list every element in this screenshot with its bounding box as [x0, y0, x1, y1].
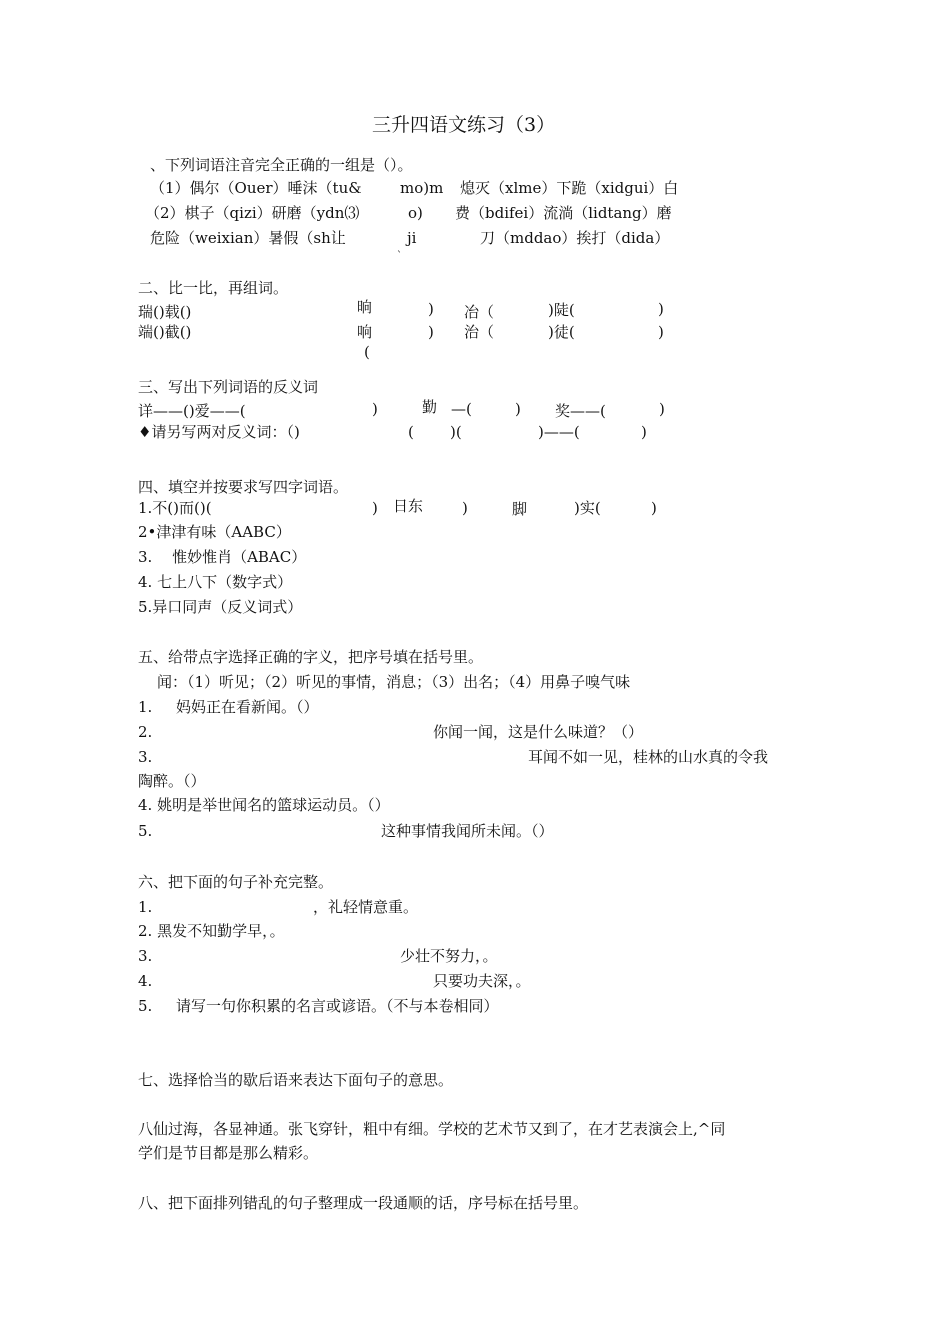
- s2-row2-f: ): [658, 323, 664, 341]
- s2-row1-c: ): [428, 300, 434, 318]
- page-title: 三升四语文练习（3）: [372, 114, 556, 136]
- s5-item5-text: 这种事情我闻所未闻。（）: [381, 822, 554, 840]
- s3-row2-e: ): [641, 423, 647, 441]
- s1-row1-b: mo)m: [400, 179, 444, 197]
- s2-stray-paren: (: [364, 343, 370, 361]
- s5-item3-num: 3.: [138, 748, 153, 766]
- s4-row5: 5.异口同声（反义词式）: [138, 598, 303, 616]
- s6-item3-text: 少壮不努力，。: [400, 947, 498, 965]
- section6-heading: 六、把下面的句子补充完整。: [138, 873, 334, 891]
- section1-heading: 、下列词语注音完全正确的一组是（）。: [150, 156, 413, 174]
- s2-row2-d: 治（: [464, 323, 495, 341]
- section2-heading: 二、比一比，再组词。: [138, 279, 289, 297]
- s4-row3: 3. 惟妙惟肖（ABAC）: [138, 548, 307, 566]
- s1-stray-mark: `: [397, 251, 402, 262]
- s6-item1-num: 1.: [138, 898, 153, 916]
- s3-row2-b: (: [408, 423, 414, 441]
- s5-item3-text: 耳闻不如一见，桂林的山水真的令我: [528, 748, 769, 766]
- s3-row1-g: ): [659, 400, 665, 418]
- section5-heading: 五、给带点字选择正确的字义，把序号填在括号里。: [138, 648, 484, 666]
- s5-item1-text: 妈妈正在看新闻。（）: [176, 698, 319, 716]
- s2-row2-e: )徒(: [548, 323, 575, 341]
- s4-row1-f: )实(: [574, 499, 601, 517]
- s5-item4: 4. 姚明是举世闻名的篮球运动员。（）: [138, 796, 390, 814]
- s5-item2-text: 你闻一闻，这是什么味道？（）: [433, 723, 644, 741]
- s6-item5-text: 请写一句你积累的名言或谚语。（不与本卷相同）: [176, 997, 499, 1015]
- section8-heading: 八、把下面排列错乱的句子整理成一段通顺的话，序号标在括号里。: [138, 1194, 589, 1212]
- section4-heading: 四、填空并按要求写四字词语。: [138, 478, 349, 496]
- s2-row2-c: ): [428, 323, 434, 341]
- s4-row1-g: ): [651, 499, 657, 517]
- s2-row2-a: 端()截(): [138, 323, 192, 341]
- s4-row2: 2•津津有味（AABC）: [138, 523, 291, 541]
- s3-row2-c: )(: [450, 423, 462, 441]
- s3-row1-e: ): [515, 400, 521, 418]
- s2-row2-b: 响: [357, 323, 373, 341]
- s6-item4-text: 只要功夫深，。: [433, 972, 531, 990]
- s3-row1-d: —(: [451, 400, 472, 418]
- s3-row1-f: 奖——(: [555, 402, 606, 420]
- s2-row1-a: 瑞()载(): [138, 303, 192, 321]
- s2-row1-e: )陡(: [548, 301, 575, 319]
- s6-item1-text: ，礼轻情意重。: [313, 898, 419, 916]
- s3-row2-a: ♦请另写两对反义词：（): [138, 423, 300, 441]
- s4-row1-b: ): [372, 499, 378, 517]
- s4-row1-c: 日东: [393, 497, 424, 515]
- s1-row3-b: ji: [407, 229, 417, 247]
- section3-heading: 三、写出下列词语的反义词: [138, 378, 319, 396]
- s6-item5-num: 5.: [138, 997, 153, 1015]
- s1-row2-b: o): [408, 204, 423, 222]
- s1-row3-c: 刀（mddao）挨打（dida）: [480, 229, 670, 247]
- s7-paragraph-line2: 学们是节目都是那么精彩。: [138, 1144, 319, 1162]
- s2-row1-b: 晌: [357, 298, 373, 316]
- s3-row2-d: )——(: [538, 423, 580, 441]
- s5-item1-num: 1.: [138, 698, 153, 716]
- s4-row1-e: 脚: [512, 500, 528, 518]
- s3-row1-b: ): [372, 400, 378, 418]
- s6-item2: 2. 黑发不知勤学早，。: [138, 922, 285, 940]
- s4-row4: 4. 七上八下（数字式）: [138, 573, 293, 591]
- s5-item3-cont: 陶醉。（）: [138, 772, 206, 790]
- s1-row3-a: 危险（weixian）暑假（sh让: [150, 229, 346, 247]
- s6-item4-num: 4.: [138, 972, 153, 990]
- s2-row1-f: ): [658, 300, 664, 318]
- s1-row1-c: 熄灭（xlme）下跪（xidgui）白: [460, 179, 679, 197]
- s4-row1-d: ): [462, 499, 468, 517]
- s1-row2-a: （2）棋子（qizi）研磨（ydn⑶: [145, 204, 360, 222]
- s6-item3-num: 3.: [138, 947, 153, 965]
- s5-item2-num: 2.: [138, 723, 153, 741]
- section7-heading: 七、选择恰当的歇后语来表达下面句子的意思。: [138, 1071, 454, 1089]
- s5-item5-num: 5.: [138, 822, 153, 840]
- s3-row1-a: 详——()爱——(: [138, 402, 246, 420]
- s4-row1-a: 1.不()而()(: [138, 499, 212, 517]
- s2-row1-d: 冶（: [464, 303, 495, 321]
- s1-row1-a: （1）偶尔（Ouer）唾沫（tu&: [150, 179, 362, 197]
- s3-row1-c: 勤: [422, 398, 438, 416]
- s7-paragraph-line1: 八仙过海，各显神通。张飞穿针，粗中有细。学校的艺术节又到了，在才艺表演会上,^同: [138, 1120, 726, 1138]
- s1-row2-c: 费（bdifei）流淌（lidtang）磨: [455, 204, 672, 222]
- s5-definition: 闻：（1）听见；（2）听见的事情，消息；（3）出名；（4）用鼻子嗅气味: [157, 673, 631, 691]
